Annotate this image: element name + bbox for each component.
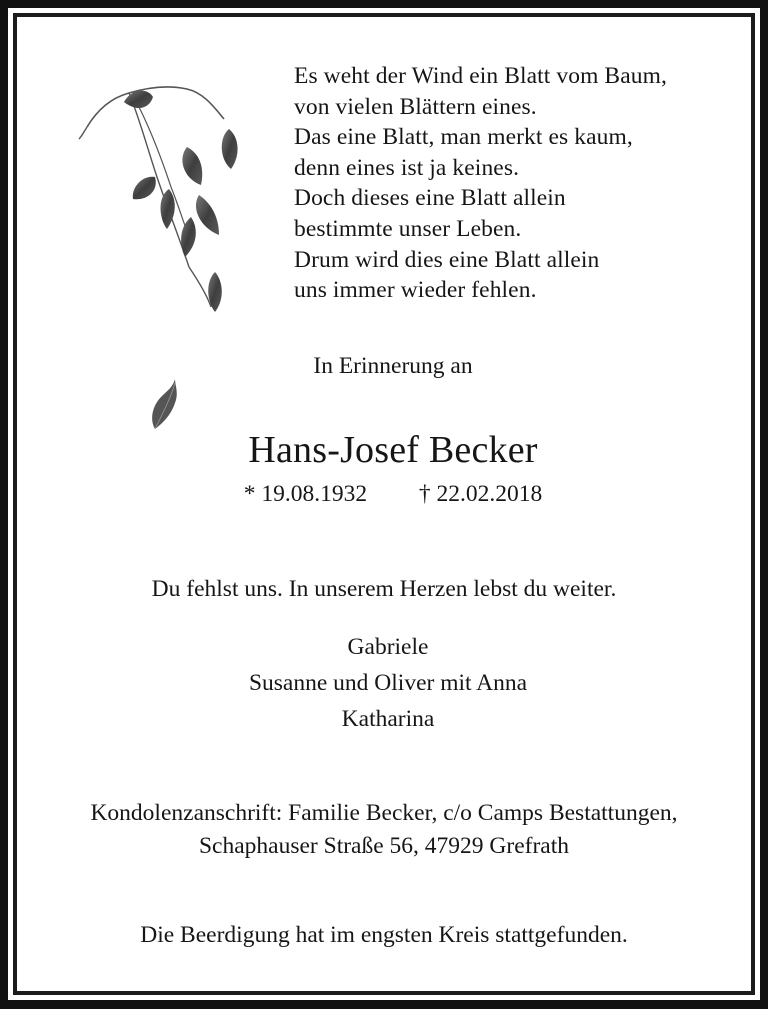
poem-line: Drum wird dies eine Blatt allein bbox=[294, 246, 600, 273]
poem-line: bestimmte unser Leben. bbox=[294, 215, 522, 242]
birth-symbol: * bbox=[243, 481, 256, 507]
falling-leaf-icon bbox=[145, 375, 185, 435]
poem-line: Das eine Blatt, man merkt es kaum, bbox=[294, 124, 633, 151]
leaf-branch-icon bbox=[69, 67, 249, 317]
poem bbox=[294, 61, 667, 306]
family-member: Gabriele bbox=[347, 634, 429, 660]
death-date: 22.02.2018 bbox=[436, 481, 543, 507]
family-member: Katharina bbox=[341, 706, 435, 732]
farewell-message: Du fehlst uns. In unserem Herzen lebst du weiter. bbox=[151, 576, 617, 602]
poem-line: uns immer wieder fehlen. bbox=[294, 277, 537, 304]
poem-line: denn eines ist ja keines. bbox=[294, 154, 520, 181]
memorial-intro: In Erinnerung an bbox=[313, 353, 473, 379]
poem-line: Doch dieses eine Blatt allein bbox=[294, 185, 566, 212]
poem-line: von vielen Blättern eines. bbox=[294, 93, 537, 120]
inner-frame bbox=[13, 13, 755, 995]
condolence-line: Schaphauser Straße 56, 47929 Grefrath bbox=[198, 833, 569, 859]
life-dates bbox=[17, 481, 751, 508]
condolence-line: Kondolenzanschrift: Familie Becker, c/o Camps Bestattungen, bbox=[90, 800, 678, 826]
obituary-content bbox=[17, 17, 751, 991]
deceased-name: Hans-Josef Becker bbox=[248, 429, 538, 471]
death-symbol: † bbox=[418, 481, 431, 507]
birth-date: 19.08.1932 bbox=[261, 481, 368, 507]
condolence-address bbox=[17, 797, 751, 863]
poem-line: Es weht der Wind ein Blatt vom Baum, bbox=[294, 63, 667, 89]
family-members bbox=[17, 629, 751, 737]
funeral-note: Die Beerdigung hat im engsten Kreis stattgefunden. bbox=[140, 922, 628, 948]
outer-frame bbox=[8, 8, 760, 1000]
family-member: Susanne und Oliver mit Anna bbox=[248, 670, 528, 696]
